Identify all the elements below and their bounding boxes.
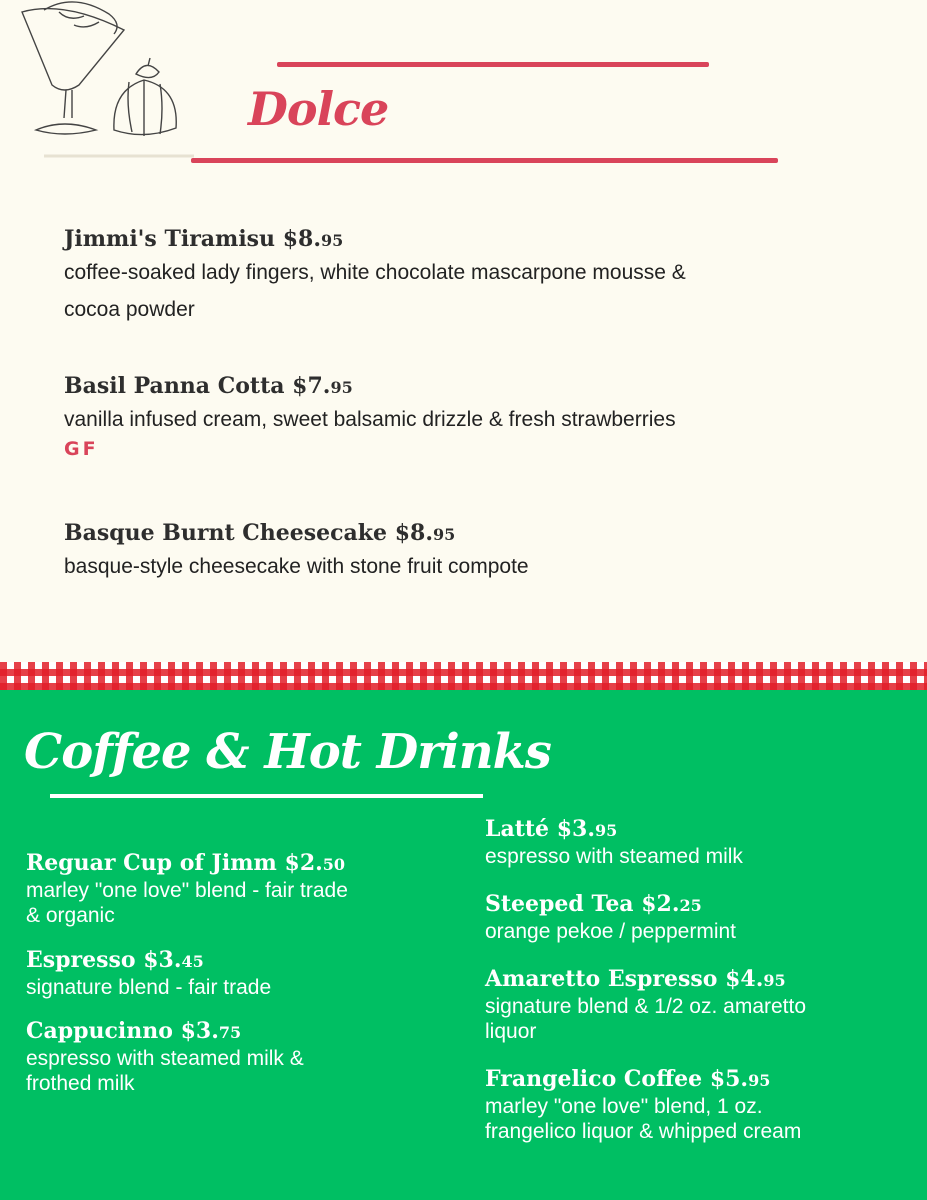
title-top-rule <box>277 62 709 67</box>
gingham-divider <box>0 662 927 690</box>
drink-price: $2. <box>284 850 323 876</box>
drink-item <box>26 1018 466 1096</box>
section-title-coffee: Coffee & Hot Drinks <box>24 724 551 780</box>
item-description: basque-style cheesecake with stone fruit compote <box>64 555 529 578</box>
drink-item <box>485 1066 925 1144</box>
drink-price-cents: 25 <box>679 896 702 915</box>
drink-description: marley "one love" blend - fair trade <box>26 879 348 902</box>
item-description: cocoa powder <box>64 298 195 321</box>
drink-name: Cappucinno <box>26 1018 173 1044</box>
item-description: coffee-soaked lady fingers, white chocolate mascarpone mousse & <box>64 261 686 284</box>
item-price: $8. <box>282 226 322 252</box>
drink-price: $3. <box>180 1018 219 1044</box>
drink-name: Reguar Cup of Jimm <box>26 850 277 876</box>
item-name: Jimmi's Tiramisu <box>64 226 276 252</box>
drink-description: espresso with steamed milk & <box>26 1047 304 1070</box>
item-name: Basque Burnt Cheesecake <box>64 520 388 546</box>
drink-price: $4. <box>725 966 764 992</box>
item-price-cents: 95 <box>330 378 353 397</box>
drink-price: $5. <box>709 1066 749 1092</box>
dessert-illustration <box>14 0 204 160</box>
drink-name: Steeped Tea <box>485 891 634 917</box>
drink-name: Amaretto Espresso <box>485 966 718 992</box>
drink-description: orange pekoe / peppermint <box>485 920 737 943</box>
drink-item <box>485 966 925 1044</box>
drink-name: Latté <box>485 816 550 842</box>
menu-item <box>64 226 864 328</box>
drink-description: signature blend & 1/2 oz. amaretto <box>485 995 807 1018</box>
drink-description: frothed milk <box>26 1072 135 1095</box>
drink-item <box>26 947 466 1000</box>
menu-item <box>64 373 864 460</box>
drink-price-cents: 95 <box>763 971 786 990</box>
item-price-cents: 95 <box>321 231 344 250</box>
drink-price-cents: 45 <box>181 952 204 971</box>
drink-price: $2. <box>641 891 680 917</box>
drink-price-cents: 95 <box>595 821 618 840</box>
coffee-title-rule <box>50 794 483 798</box>
drink-price: $3. <box>556 816 595 842</box>
item-price: $7. <box>292 373 331 399</box>
drink-item <box>485 891 925 944</box>
item-name: Basil Panna Cotta <box>64 373 285 399</box>
item-description: vanilla infused cream, sweet balsamic drizzle & fresh strawberries <box>64 408 676 431</box>
drink-item <box>485 816 925 869</box>
menu-item <box>64 520 864 585</box>
title-bottom-rule <box>191 158 778 163</box>
drink-name: Espresso <box>26 947 136 973</box>
drink-price-cents: 50 <box>322 855 346 874</box>
item-price: $8. <box>394 520 433 546</box>
item-price-cents: 95 <box>433 525 456 544</box>
drink-description: marley "one love" blend, 1 oz. <box>485 1095 763 1118</box>
drink-description: & organic <box>26 904 115 927</box>
drink-price-cents: 95 <box>748 1071 771 1090</box>
drink-description: signature blend - fair trade <box>26 976 272 999</box>
drink-name: Frangelico Coffee <box>485 1066 703 1092</box>
drink-description: frangelico liquor & whipped cream <box>485 1120 802 1143</box>
section-title-dolce: Dolce <box>248 82 389 136</box>
drink-description: liquor <box>485 1020 537 1043</box>
drink-item <box>26 850 466 928</box>
drink-description: espresso with steamed milk <box>485 845 743 868</box>
drink-price-cents: 75 <box>218 1023 242 1042</box>
gluten-free-badge: GF <box>64 438 99 460</box>
drink-price: $3. <box>143 947 182 973</box>
